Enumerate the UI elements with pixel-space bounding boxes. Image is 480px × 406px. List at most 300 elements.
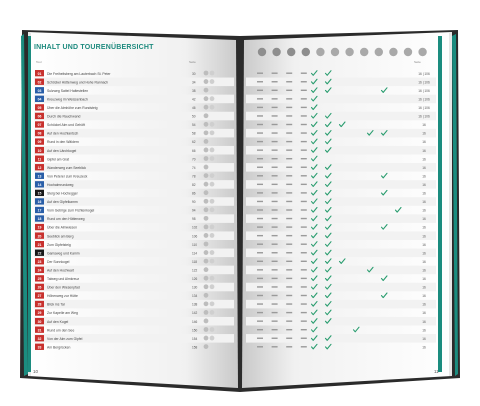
season-icon — [210, 79, 215, 84]
stat-value — [257, 235, 263, 236]
difficulty-icon — [204, 122, 209, 127]
stat-value — [257, 107, 263, 108]
season-icon — [210, 130, 215, 135]
stat-value — [257, 261, 263, 262]
tour-row — [34, 317, 234, 326]
tour-number: 31 — [37, 328, 42, 333]
tour-page: 90 — [192, 200, 196, 205]
stat-value — [257, 346, 263, 347]
map-reference: 16 — [422, 242, 426, 247]
tour-number: 02 — [37, 80, 42, 85]
stat-value — [286, 312, 292, 313]
hut-icon — [345, 48, 353, 56]
stat-value — [272, 303, 278, 304]
stat-value — [257, 149, 263, 150]
stat-value — [286, 226, 292, 227]
stat-value — [257, 329, 263, 330]
tour-page: 46 — [192, 106, 196, 110]
tour-name: Zur Kapelle am Weg — [47, 311, 78, 316]
tour-number: 07 — [37, 123, 42, 128]
difficulty-icon — [204, 105, 209, 110]
map-reference: 16 | 106 — [418, 80, 430, 85]
tour-page: 74 — [192, 165, 196, 170]
difficulty-icon — [204, 207, 209, 212]
tour-name: Blick ins Tal — [47, 302, 65, 307]
map-reference: 16 — [422, 148, 426, 153]
tour-number: 10 — [37, 148, 42, 153]
tour-number: 26 — [37, 285, 42, 290]
tour-number: 23 — [37, 259, 42, 264]
tour-name: Gamsweg und Kamm — [47, 251, 80, 256]
difficulty-icon — [204, 139, 209, 144]
tour-name: Gipfel am Grat — [47, 157, 70, 162]
stat-value — [301, 141, 307, 142]
stat-value — [257, 286, 263, 287]
tour-name: Zum Gipfelsteig — [47, 242, 71, 247]
tour-number: 28 — [37, 302, 42, 307]
stat-value — [272, 201, 278, 202]
tour-row — [34, 300, 234, 309]
teal-tab-right — [438, 36, 442, 372]
tour-name: Hochalmrundweg — [47, 182, 74, 187]
tour-stats-row — [246, 129, 436, 138]
stat-value — [286, 269, 292, 270]
tour-name: Die Freiheitsberg am Lauterbach St. Peter — [47, 71, 111, 76]
tour-stats-row — [246, 95, 436, 104]
tour-number: 27 — [37, 294, 42, 299]
map-reference: 16 — [422, 123, 426, 128]
stat-value — [286, 73, 292, 74]
stat-value — [272, 209, 278, 210]
tour-name: Steig bei Hochegger — [47, 191, 78, 196]
tour-name: Talweg und Almkreuz — [47, 277, 80, 281]
tour-number: 17 — [37, 208, 42, 213]
stat-value — [272, 286, 278, 287]
tour-name: Schöckel Hüttenweg und Hohe Rannach — [47, 80, 109, 85]
stat-value — [286, 98, 292, 99]
stat-value — [257, 98, 263, 99]
tour-page: 158 — [192, 345, 198, 350]
tour-page: 130 — [192, 285, 198, 290]
tour-name: Auf den Hochlantsch — [47, 131, 79, 136]
stat-value — [257, 209, 263, 210]
difficulty-icon — [204, 319, 209, 324]
stat-value — [301, 244, 307, 245]
stat-value — [257, 226, 263, 227]
tour-name: Höhenweg zur Hütte — [47, 294, 78, 299]
difficulty-icon — [204, 301, 209, 306]
season-icon — [210, 96, 215, 101]
season-icon — [210, 182, 215, 187]
map-reference: 16 | 106 — [418, 106, 430, 110]
tour-page: 78 — [192, 174, 196, 179]
stat-value — [286, 149, 292, 150]
tour-row — [34, 231, 234, 240]
stat-value — [286, 158, 292, 159]
tour-name: Auf den Kogel — [47, 319, 69, 324]
difficulty-icon — [204, 190, 209, 195]
map-reference: 16 — [422, 182, 426, 187]
difficulty-icon — [204, 242, 209, 247]
stat-value — [257, 295, 263, 296]
stat-value — [286, 286, 292, 287]
stat-value — [257, 167, 263, 168]
stat-value — [272, 184, 278, 185]
stat-value — [257, 312, 263, 313]
stat-value — [272, 295, 278, 296]
stat-value — [272, 132, 278, 133]
view-icon — [404, 48, 412, 56]
stat-value — [272, 115, 278, 116]
stat-value — [301, 329, 307, 330]
stat-value — [286, 329, 292, 330]
tour-page: 110 — [192, 242, 198, 247]
tour-number: 01 — [37, 71, 42, 76]
map-reference: 16 — [422, 259, 426, 264]
map-reference: 16 — [422, 225, 426, 230]
tour-row — [34, 249, 234, 258]
season-icon — [210, 225, 215, 230]
stat-value — [272, 346, 278, 347]
difficulty-icon — [204, 225, 209, 230]
season-icon — [210, 148, 215, 153]
difficulty-icon — [204, 113, 209, 118]
tour-row — [34, 163, 234, 172]
tour-name: Über die Almhöhe zum Rundsteig — [47, 106, 98, 110]
tour-stats-row — [246, 266, 436, 275]
tour-number: 06 — [37, 114, 42, 119]
stat-value — [286, 107, 292, 108]
tour-name: Wanderweg zum Seeblick — [47, 165, 87, 170]
stat-value — [286, 201, 292, 202]
difficulty-icon — [204, 88, 209, 93]
stat-value — [272, 235, 278, 236]
stat-value — [257, 338, 263, 339]
tour-number: 24 — [37, 268, 42, 273]
stat-value — [257, 244, 263, 245]
tour-number: 08 — [37, 131, 42, 136]
tour-page: 142 — [192, 311, 198, 316]
tour-number: 16 — [37, 200, 42, 205]
stat-value — [257, 303, 263, 304]
tour-page: 66 — [192, 148, 196, 153]
map-reference: 16 — [422, 336, 426, 341]
stat-value — [272, 278, 278, 279]
stat-value — [257, 218, 263, 219]
tour-page: 38 — [192, 88, 196, 93]
tour-name: Kreuzweg im Weissenbach — [47, 97, 88, 102]
stat-value — [301, 73, 307, 74]
tour-name: Rund um den See — [47, 328, 75, 333]
tour-stats-row — [246, 231, 436, 240]
stat-value — [301, 346, 307, 347]
tour-number: 29 — [37, 311, 42, 316]
tour-number: 33 — [37, 345, 42, 350]
parking-icon — [316, 48, 324, 56]
tour-stats-row — [246, 334, 436, 343]
tour-number: 05 — [37, 106, 42, 110]
descent-icon — [287, 48, 295, 56]
season-icon — [210, 276, 215, 281]
difficulty-icon — [204, 79, 209, 84]
tour-name: Der Sonnkogel — [47, 259, 70, 264]
difficulty-icon — [204, 156, 209, 161]
difficulty-icon — [204, 267, 209, 272]
stat-value — [286, 167, 292, 168]
stat-value — [272, 175, 278, 176]
map-reference: 16 — [422, 319, 426, 324]
tour-number: 21 — [37, 242, 42, 247]
tour-name: Über die Almwiesen — [47, 225, 77, 230]
difficulty-icon — [204, 182, 209, 187]
map-reference: 16 — [422, 217, 426, 222]
tour-row — [34, 334, 234, 343]
tour-page: 62 — [192, 140, 196, 145]
stat-value — [257, 269, 263, 270]
stat-value — [257, 175, 263, 176]
map-reference: 16 — [422, 208, 426, 213]
tour-row — [34, 197, 234, 206]
tour-page: 34 — [192, 80, 196, 85]
page-number-left: 10 — [33, 369, 39, 374]
map-reference: 16 — [422, 174, 426, 179]
difficulty-icon — [204, 284, 209, 289]
difficulty-icon — [204, 148, 209, 153]
stat-value — [286, 278, 292, 279]
tour-number: 12 — [37, 165, 42, 170]
stat-value — [301, 278, 307, 279]
stat-value — [301, 269, 307, 270]
tour-name: Sulzweg Sattel Haltestellen — [47, 88, 89, 93]
tour-page: 50 — [192, 114, 196, 119]
tour-page: 86 — [192, 191, 196, 196]
map-reference: 16 — [422, 285, 426, 290]
stat-value — [286, 320, 292, 321]
tour-page: 42 — [192, 97, 196, 102]
tour-name: Durch die Rauchwand — [47, 114, 81, 119]
map-reference: 16 | 106 — [418, 114, 430, 119]
stat-value — [257, 115, 263, 116]
tour-number: 13 — [37, 174, 42, 179]
tour-page: 154 — [192, 336, 198, 341]
stat-value — [301, 167, 307, 168]
stat-value — [301, 184, 307, 185]
difficulty-icon — [204, 259, 209, 264]
stat-value — [301, 175, 307, 176]
difficulty-icon — [204, 199, 209, 204]
col-tour-label: Tour — [36, 60, 42, 64]
difficulty-icon — [204, 327, 209, 332]
season-icon — [210, 122, 215, 127]
stat-value — [301, 201, 307, 202]
page-heading: INHALT UND TOURENÜBERSICHT — [34, 44, 154, 51]
season-icon — [210, 250, 215, 255]
difficulty-icon — [204, 293, 209, 298]
stat-value — [286, 235, 292, 236]
map-reference: 16 — [422, 157, 426, 162]
stat-value — [301, 252, 307, 253]
tour-stats-row — [246, 180, 436, 189]
tour-number: 30 — [37, 319, 42, 324]
stat-value — [301, 90, 307, 91]
stat-value — [286, 90, 292, 91]
season-icon — [210, 233, 215, 238]
stat-value — [301, 98, 307, 99]
teal-tab-left — [28, 36, 31, 372]
tour-row — [34, 146, 234, 155]
stat-value — [301, 149, 307, 150]
stat-value — [286, 244, 292, 245]
difficulty-icon — [204, 96, 209, 101]
stat-value — [286, 141, 292, 142]
difficulty-icon — [204, 71, 209, 76]
tour-page: 138 — [192, 302, 198, 307]
tour-stats-row — [246, 249, 436, 258]
stat-value — [286, 124, 292, 125]
swim-icon — [389, 48, 397, 56]
difficulty-icon — [204, 336, 209, 341]
difficulty-icon — [204, 165, 209, 170]
tour-number: 03 — [37, 88, 42, 93]
tour-number: 22 — [37, 251, 42, 256]
stat-value — [272, 252, 278, 253]
stat-value — [286, 218, 292, 219]
tour-number: 19 — [37, 225, 42, 230]
map-reference: 16 — [422, 328, 426, 333]
difficulty-icon — [204, 173, 209, 178]
season-icon — [210, 301, 215, 306]
stat-value — [286, 338, 292, 339]
time-icon — [302, 48, 310, 56]
tour-page: 30 — [192, 71, 196, 76]
stat-value — [301, 81, 307, 82]
stat-value — [301, 295, 307, 296]
stat-value — [272, 158, 278, 159]
season-icon — [210, 284, 215, 289]
tour-name: Auf den Hochwart — [47, 268, 74, 273]
child-icon — [360, 48, 368, 56]
tour-page: 58 — [192, 131, 196, 136]
tour-row — [34, 214, 234, 223]
map-reference: 16 — [422, 191, 426, 196]
stat-value — [257, 81, 263, 82]
tour-row — [34, 180, 234, 189]
stat-value — [272, 124, 278, 125]
stat-value — [272, 329, 278, 330]
tour-page: 150 — [192, 328, 198, 333]
stat-value — [286, 209, 292, 210]
stat-value — [257, 124, 263, 125]
map-reference: 16 | 106 — [418, 97, 430, 102]
season-icon — [210, 259, 215, 264]
stat-value — [257, 141, 263, 142]
stat-value — [286, 184, 292, 185]
tour-name: Rund um den Hüttenweg — [47, 217, 85, 222]
stat-value — [257, 192, 263, 193]
stat-value — [286, 132, 292, 133]
difficulty-icon — [204, 216, 209, 221]
tour-row — [34, 266, 234, 275]
tour-row — [34, 112, 234, 121]
tour-stats-row — [246, 214, 436, 223]
map-reference: 16 — [422, 251, 426, 256]
col-seite-right-label: Seite — [414, 60, 421, 64]
stat-value — [272, 192, 278, 193]
tour-page: 126 — [192, 277, 198, 281]
map-reference: 16 | 106 — [418, 71, 430, 76]
tour-number: 14 — [37, 182, 42, 187]
tour-number: 32 — [37, 336, 42, 341]
stat-value — [272, 320, 278, 321]
col-seite-label: Seite — [189, 60, 196, 64]
stat-value — [257, 201, 263, 202]
season-icon — [210, 173, 215, 178]
difficulty-icon — [204, 233, 209, 238]
tour-name: Vom Gebirge zum Fichtenkogel — [47, 208, 95, 213]
stat-value — [272, 107, 278, 108]
stat-value — [301, 226, 307, 227]
season-icon — [210, 71, 215, 76]
stat-value — [301, 115, 307, 116]
tour-row — [34, 95, 234, 104]
map-reference: 16 — [422, 234, 426, 239]
map-reference: 16 — [422, 277, 426, 281]
season-icon — [210, 327, 215, 332]
season-icon — [210, 336, 215, 341]
tour-number: 11 — [37, 157, 42, 162]
stat-value — [286, 115, 292, 116]
tour-page: 122 — [192, 268, 198, 273]
stat-value — [301, 209, 307, 210]
tour-name: Von der Alm zum Gipfel — [47, 336, 83, 341]
tour-number: 25 — [37, 277, 42, 281]
season-icon — [210, 310, 215, 315]
tour-name: Von Peterer zum Kreuzeck — [47, 174, 88, 179]
stat-value — [301, 132, 307, 133]
stat-value — [301, 158, 307, 159]
stat-value — [286, 81, 292, 82]
stat-value — [301, 218, 307, 219]
tour-stats-row — [246, 317, 436, 326]
stat-value — [286, 192, 292, 193]
stat-value — [301, 312, 307, 313]
stat-value — [272, 226, 278, 227]
tour-page: 106 — [192, 234, 198, 239]
stat-value — [286, 295, 292, 296]
stat-value — [257, 184, 263, 185]
difficulty-icon — [204, 310, 209, 315]
map-reference: 16 — [422, 165, 426, 170]
tour-page: 94 — [192, 208, 196, 213]
tour-stats-row — [246, 146, 436, 155]
tour-name: Über den Wiesenpfad — [47, 285, 80, 290]
tour-stats-row — [246, 300, 436, 309]
summit-icon — [418, 48, 426, 56]
tour-number: 04 — [37, 97, 42, 102]
difficulty-icon — [204, 276, 209, 281]
stat-value — [272, 244, 278, 245]
stat-value — [301, 286, 307, 287]
tour-page: 102 — [192, 225, 198, 230]
tour-page: 98 — [192, 217, 196, 222]
map-reference: 16 — [422, 140, 426, 145]
stat-value — [272, 81, 278, 82]
stat-value — [286, 252, 292, 253]
tour-stats-row — [246, 283, 436, 292]
stat-value — [257, 252, 263, 253]
stat-value — [272, 141, 278, 142]
tour-page: 70 — [192, 157, 196, 162]
